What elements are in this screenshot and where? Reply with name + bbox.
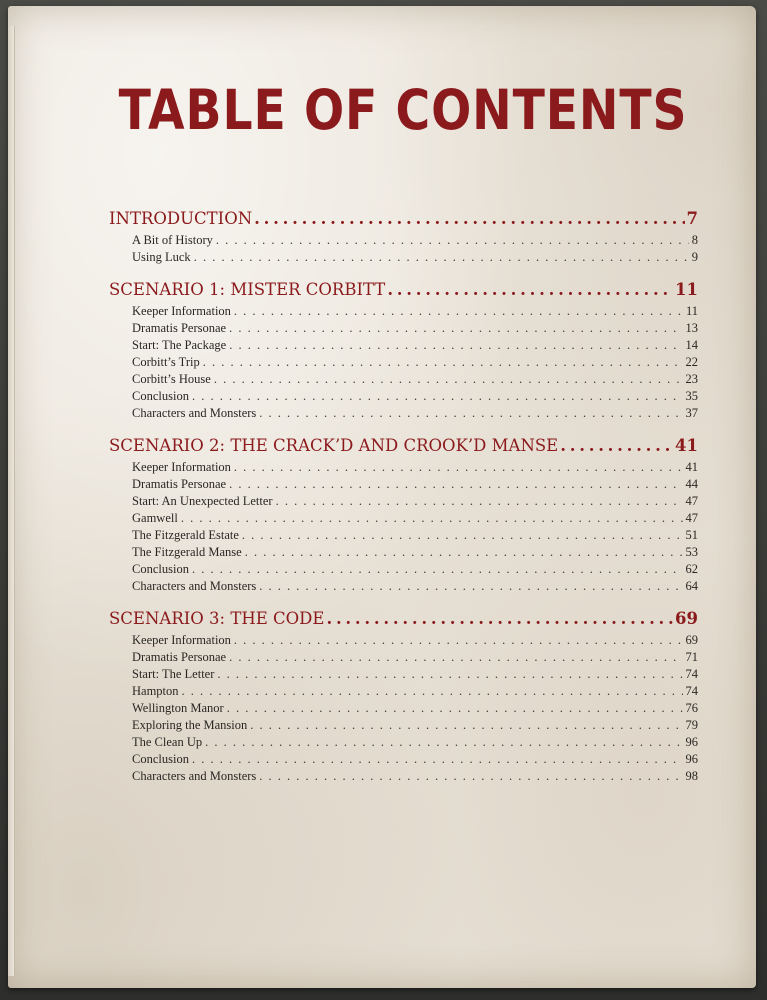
toc-entry-label: The Fitzgerald Manse bbox=[132, 545, 242, 559]
toc-entry[interactable] bbox=[109, 579, 698, 596]
toc-entry-label: Start: The Package bbox=[132, 338, 227, 352]
toc-entry[interactable] bbox=[109, 667, 698, 684]
toc-entry[interactable] bbox=[109, 494, 698, 511]
page-edge bbox=[8, 26, 15, 976]
toc-entry[interactable] bbox=[109, 701, 698, 718]
dot-leader bbox=[227, 701, 683, 716]
dot-leader bbox=[216, 233, 689, 248]
toc-entry-label: Keeper Information bbox=[132, 460, 231, 474]
dot-leader bbox=[192, 752, 683, 767]
toc-entry-page: 44 bbox=[685, 477, 698, 491]
toc-heading[interactable] bbox=[109, 280, 698, 304]
dot-leader bbox=[234, 304, 683, 319]
toc-entry[interactable] bbox=[109, 406, 698, 423]
toc-section-introduction bbox=[109, 209, 698, 267]
toc-entry[interactable] bbox=[109, 460, 698, 477]
toc-entry[interactable] bbox=[109, 511, 698, 528]
toc-entry-label: Characters and Monsters bbox=[132, 406, 257, 420]
toc-entry-label: Using Luck bbox=[132, 250, 191, 264]
toc-entry[interactable] bbox=[109, 338, 698, 355]
toc-entry-page: 22 bbox=[685, 355, 698, 369]
toc-entry-label: Hampton bbox=[132, 684, 179, 698]
toc-entry-label: Corbitt’s House bbox=[132, 372, 211, 386]
toc-heading[interactable] bbox=[109, 609, 698, 633]
toc-entry-page: 47 bbox=[685, 494, 698, 508]
toc-entry-label: Wellington Manor bbox=[132, 701, 224, 715]
toc-entry[interactable] bbox=[109, 735, 698, 752]
toc-entry-page: 41 bbox=[685, 460, 698, 474]
dot-leader bbox=[229, 338, 682, 353]
toc-entry-label: Conclusion bbox=[132, 389, 189, 403]
toc-entry-label: Characters and Monsters bbox=[132, 579, 257, 593]
toc-entry[interactable] bbox=[109, 650, 698, 667]
toc-heading-label: SCENARIO 1: MISTER CORBITT bbox=[109, 280, 386, 299]
toc-entry-page: 74 bbox=[685, 667, 698, 681]
toc-entry-page: 74 bbox=[685, 684, 698, 698]
dot-leader bbox=[229, 650, 682, 665]
toc-entry-label: Dramatis Personae bbox=[132, 477, 227, 491]
toc-section-scenario-1 bbox=[109, 280, 698, 423]
toc-heading-page: 69 bbox=[675, 609, 698, 628]
toc-entry-label: Conclusion bbox=[132, 562, 189, 576]
document-page bbox=[8, 6, 756, 988]
toc-entry-page: 23 bbox=[685, 372, 698, 386]
toc-heading-label: SCENARIO 2: THE CRACK’D AND CROOK’D MANSE bbox=[109, 436, 559, 455]
toc-entry-label: Start: An Unexpected Letter bbox=[132, 494, 273, 508]
dot-leader bbox=[181, 511, 683, 526]
toc-entry-label: Gamwell bbox=[132, 511, 178, 525]
toc-entry-page: 8 bbox=[691, 233, 698, 247]
dot-leader bbox=[192, 562, 683, 577]
dot-leader bbox=[203, 355, 683, 370]
toc-entry-page: 98 bbox=[685, 769, 698, 783]
toc-heading-label: SCENARIO 3: THE CODE bbox=[109, 609, 325, 628]
dot-leader bbox=[205, 735, 682, 750]
toc-entry-page: 51 bbox=[685, 528, 698, 542]
toc-entry-label: Keeper Information bbox=[132, 633, 231, 647]
toc-entry[interactable] bbox=[109, 633, 698, 650]
toc-entry-page: 96 bbox=[685, 752, 698, 766]
dot-leader bbox=[560, 436, 673, 455]
toc-entry[interactable] bbox=[109, 389, 698, 406]
toc-entry-label: Exploring the Mansion bbox=[132, 718, 248, 732]
dot-leader bbox=[250, 718, 682, 733]
toc-entry[interactable] bbox=[109, 528, 698, 545]
dot-leader bbox=[214, 372, 683, 387]
toc-heading-page: 7 bbox=[686, 209, 698, 228]
toc-heading[interactable] bbox=[109, 209, 698, 233]
toc-entry-label: Corbitt’s Trip bbox=[132, 355, 200, 369]
dot-leader bbox=[229, 477, 682, 492]
dot-leader bbox=[387, 280, 673, 299]
toc-entry[interactable] bbox=[109, 321, 698, 338]
dot-leader bbox=[259, 406, 682, 421]
toc-entry-label: Conclusion bbox=[132, 752, 189, 766]
toc-entry-label: Dramatis Personae bbox=[132, 321, 227, 335]
dot-leader bbox=[217, 667, 682, 682]
page-title: TABLE OF CONTENTS bbox=[118, 78, 688, 142]
toc-entry-page: 9 bbox=[691, 250, 698, 264]
toc-heading-page: 41 bbox=[675, 436, 698, 455]
dot-leader bbox=[276, 494, 683, 509]
toc-entry-page: 14 bbox=[685, 338, 698, 352]
dot-leader bbox=[259, 579, 682, 594]
toc-entry-page: 37 bbox=[685, 406, 698, 420]
dot-leader bbox=[182, 684, 683, 699]
toc-entry-page: 71 bbox=[685, 650, 698, 664]
toc-heading-page: 11 bbox=[675, 280, 698, 299]
toc-entry[interactable] bbox=[109, 752, 698, 769]
toc-entry[interactable] bbox=[109, 250, 698, 267]
dot-leader bbox=[326, 609, 673, 628]
toc-heading-label: INTRODUCTION bbox=[109, 209, 253, 228]
dot-leader bbox=[229, 321, 682, 336]
toc-entry-page: 13 bbox=[685, 321, 698, 335]
table-of-contents bbox=[109, 209, 698, 799]
toc-entry[interactable] bbox=[109, 355, 698, 372]
toc-entry[interactable] bbox=[109, 684, 698, 701]
toc-entry-page: 35 bbox=[685, 389, 698, 403]
toc-entry-label: Keeper Information bbox=[132, 304, 231, 318]
toc-entry-label: The Fitzgerald Estate bbox=[132, 528, 239, 542]
toc-entry[interactable] bbox=[109, 372, 698, 389]
dot-leader bbox=[234, 460, 683, 475]
toc-entry-page: 76 bbox=[685, 701, 698, 715]
toc-section-scenario-3 bbox=[109, 609, 698, 786]
dot-leader bbox=[192, 389, 683, 404]
dot-leader bbox=[234, 633, 683, 648]
dot-leader bbox=[245, 545, 683, 560]
dot-leader bbox=[194, 250, 689, 265]
dot-leader bbox=[254, 209, 684, 228]
toc-entry-label: A Bit of History bbox=[132, 233, 213, 247]
toc-entry-page: 64 bbox=[685, 579, 698, 593]
toc-entry-page: 69 bbox=[685, 633, 698, 647]
toc-entry[interactable] bbox=[109, 769, 698, 786]
toc-entry[interactable] bbox=[109, 718, 698, 735]
toc-entry-page: 96 bbox=[685, 735, 698, 749]
toc-entry-page: 47 bbox=[685, 511, 698, 525]
toc-entry-page: 79 bbox=[685, 718, 698, 732]
toc-heading[interactable] bbox=[109, 436, 698, 460]
toc-entry[interactable] bbox=[109, 304, 698, 321]
toc-entry[interactable] bbox=[109, 233, 698, 250]
toc-entry[interactable] bbox=[109, 477, 698, 494]
toc-entry-label: Start: The Letter bbox=[132, 667, 215, 681]
toc-entry-page: 11 bbox=[685, 304, 698, 318]
toc-entry-label: Dramatis Personae bbox=[132, 650, 227, 664]
toc-entry[interactable] bbox=[109, 545, 698, 562]
toc-entry-label: The Clean Up bbox=[132, 735, 203, 749]
toc-entry-label: Characters and Monsters bbox=[132, 769, 257, 783]
dot-leader bbox=[259, 769, 682, 784]
toc-entry-page: 62 bbox=[685, 562, 698, 576]
toc-section-scenario-2 bbox=[109, 436, 698, 596]
dot-leader bbox=[242, 528, 683, 543]
toc-entry[interactable] bbox=[109, 562, 698, 579]
toc-entry-page: 53 bbox=[685, 545, 698, 559]
